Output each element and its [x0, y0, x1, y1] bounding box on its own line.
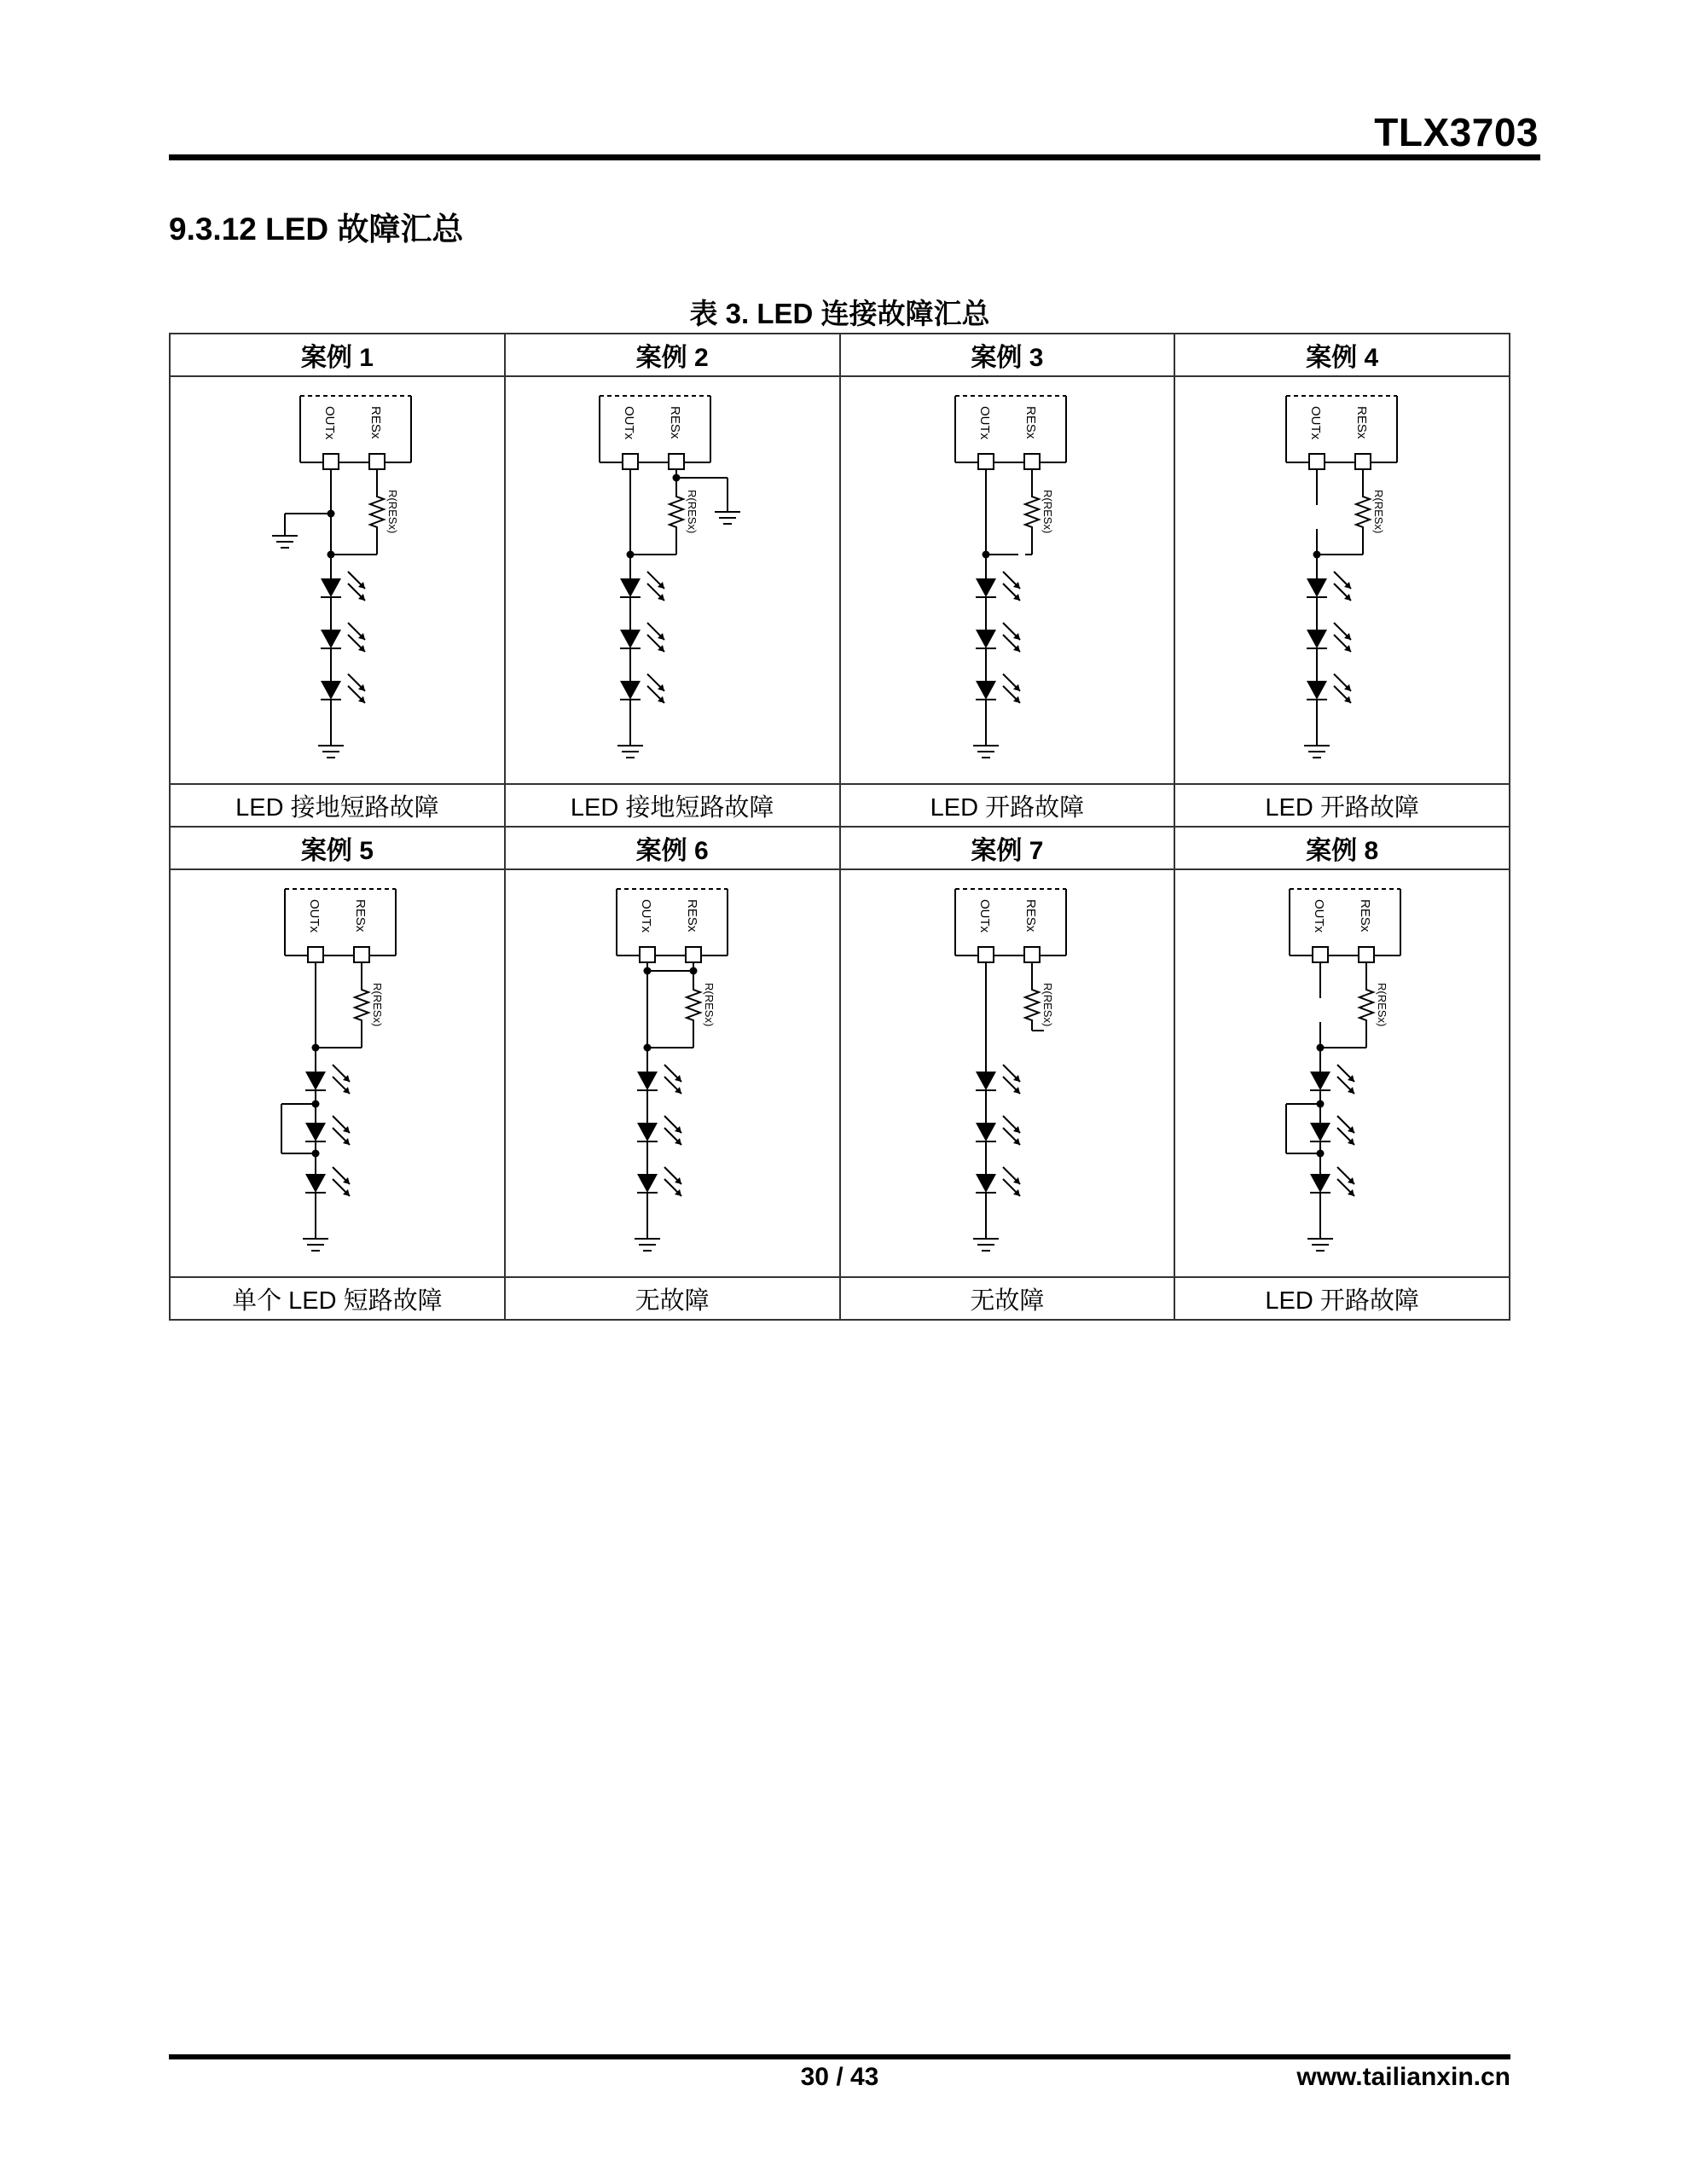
out-pin [623, 454, 638, 469]
res-pin [1355, 454, 1371, 469]
circuit-diagram [1175, 870, 1510, 1276]
header-rule [169, 154, 1540, 160]
case-result: LED 接地短路故障 [505, 784, 840, 827]
result-row [170, 1277, 1510, 1320]
out-pin [978, 947, 994, 962]
led-symbol [1307, 630, 1327, 648]
led-symbol [976, 681, 996, 700]
resistor-label: R(RESx) [685, 490, 699, 534]
document-id: TLX3703 [1374, 110, 1539, 154]
case-title: 案例 4 [1174, 334, 1510, 376]
pin-label-res: RESx [1358, 899, 1373, 932]
led-symbol [637, 1123, 658, 1141]
circuit-cell [505, 869, 840, 1277]
case-result: 无故障 [505, 1277, 840, 1320]
pin-label-out: OUTx [977, 406, 992, 440]
circuit-diagram [506, 377, 840, 783]
pin-label-out: OUTx [638, 899, 653, 933]
case-result: 单个 LED 短路故障 [170, 1277, 505, 1320]
table-caption: 表 3. LED 连接故障汇总 [689, 298, 990, 329]
led-symbol [620, 578, 641, 597]
table-header-row [170, 334, 1510, 376]
case-result: 无故障 [840, 1277, 1175, 1320]
resistor-label: R(RESx) [1372, 490, 1386, 534]
resistor-label: R(RESx) [1041, 983, 1054, 1027]
case-result: LED 开路故障 [840, 784, 1175, 827]
page-number: 30 / 43 [800, 2063, 879, 2091]
website-link[interactable]: www.tailianxin.cn [1296, 2063, 1510, 2091]
res-pin [686, 947, 701, 962]
resistor [1025, 979, 1039, 1031]
pin-label-out: OUTx [1308, 406, 1324, 440]
out-pin [1313, 947, 1328, 962]
circuit-diagram [841, 870, 1175, 1276]
led-symbol [976, 1123, 996, 1141]
circuit-cell [840, 869, 1175, 1277]
case-result: LED 开路故障 [1174, 1277, 1510, 1320]
circuit-diagram [171, 377, 505, 783]
circuit-diagram [841, 377, 1175, 783]
circuit-diagram [1175, 377, 1510, 783]
circuit-diagram [171, 870, 505, 1276]
out-pin [640, 947, 655, 962]
resistor-label: R(RESx) [1041, 490, 1054, 534]
result-row [170, 784, 1510, 827]
led-fault-table [169, 333, 1510, 1321]
circuit-cell [170, 376, 505, 784]
res-pin [1024, 947, 1040, 962]
case-title: 案例 6 [505, 827, 840, 869]
resistor [670, 486, 683, 537]
led-symbol [305, 1174, 326, 1193]
res-pin [1024, 454, 1040, 469]
pin-label-res: RESx [368, 406, 383, 439]
led-symbol [305, 1072, 326, 1090]
resistor-label: R(RESx) [371, 983, 384, 1027]
led-symbol [637, 1072, 658, 1090]
led-symbol [305, 1123, 326, 1141]
led-symbol [620, 630, 641, 648]
circuit-cell [1174, 869, 1510, 1277]
led-symbol [620, 681, 641, 700]
case-title: 案例 7 [840, 827, 1175, 869]
led-symbol [976, 1174, 996, 1193]
res-pin [369, 454, 385, 469]
pin-label-res: RESx [684, 899, 699, 932]
pin-label-res: RESx [1023, 899, 1038, 932]
led-symbol [321, 681, 341, 700]
pin-label-out: OUTx [307, 899, 322, 933]
resistor-label: R(RESx) [386, 490, 399, 534]
pin-label-res: RESx [667, 406, 682, 439]
circuit-cell [170, 869, 505, 1277]
led-symbol [321, 578, 341, 597]
diagram-row [170, 869, 1510, 1277]
led-symbol [976, 1072, 996, 1090]
circuit-diagram [506, 870, 840, 1276]
case-title: 案例 1 [170, 334, 505, 376]
resistor [1359, 979, 1373, 1031]
led-symbol [1310, 1072, 1330, 1090]
out-pin [323, 454, 339, 469]
led-symbol [1310, 1123, 1330, 1141]
res-pin [669, 454, 684, 469]
footer-rule [169, 2054, 1510, 2059]
resistor-label: R(RESx) [702, 983, 716, 1027]
case-result: LED 开路故障 [1174, 784, 1510, 827]
resistor [355, 979, 368, 1031]
resistor [1356, 486, 1370, 537]
led-symbol [1307, 578, 1327, 597]
case-result: LED 接地短路故障 [170, 784, 505, 827]
pin-label-out: OUTx [1312, 899, 1327, 933]
resistor [1025, 486, 1039, 537]
led-symbol [1310, 1174, 1330, 1193]
pin-label-res: RESx [1354, 406, 1370, 439]
led-symbol [637, 1174, 658, 1193]
led-symbol [976, 578, 996, 597]
case-title: 案例 5 [170, 827, 505, 869]
circuit-cell [840, 376, 1175, 784]
out-pin [1309, 454, 1325, 469]
case-title: 案例 2 [505, 334, 840, 376]
case-title: 案例 8 [1174, 827, 1510, 869]
out-pin [308, 947, 323, 962]
case-title: 案例 3 [840, 334, 1175, 376]
pin-label-out: OUTx [977, 899, 992, 933]
pin-label-out: OUTx [621, 406, 636, 440]
resistor [370, 486, 384, 537]
resistor-label: R(RESx) [1376, 983, 1389, 1027]
led-symbol [976, 630, 996, 648]
out-pin [978, 454, 994, 469]
table-header-row [170, 827, 1510, 869]
circuit-cell [1174, 376, 1510, 784]
res-pin [354, 947, 369, 962]
circuit-cell [505, 376, 840, 784]
led-symbol [321, 630, 341, 648]
section-title: 9.3.12 LED 故障汇总 [169, 212, 464, 247]
pin-label-out: OUTx [322, 406, 337, 440]
diagram-row [170, 376, 1510, 784]
resistor [687, 979, 700, 1031]
led-symbol [1307, 681, 1327, 700]
pin-label-res: RESx [1023, 406, 1038, 439]
res-pin [1359, 947, 1374, 962]
pin-label-res: RESx [353, 899, 368, 932]
